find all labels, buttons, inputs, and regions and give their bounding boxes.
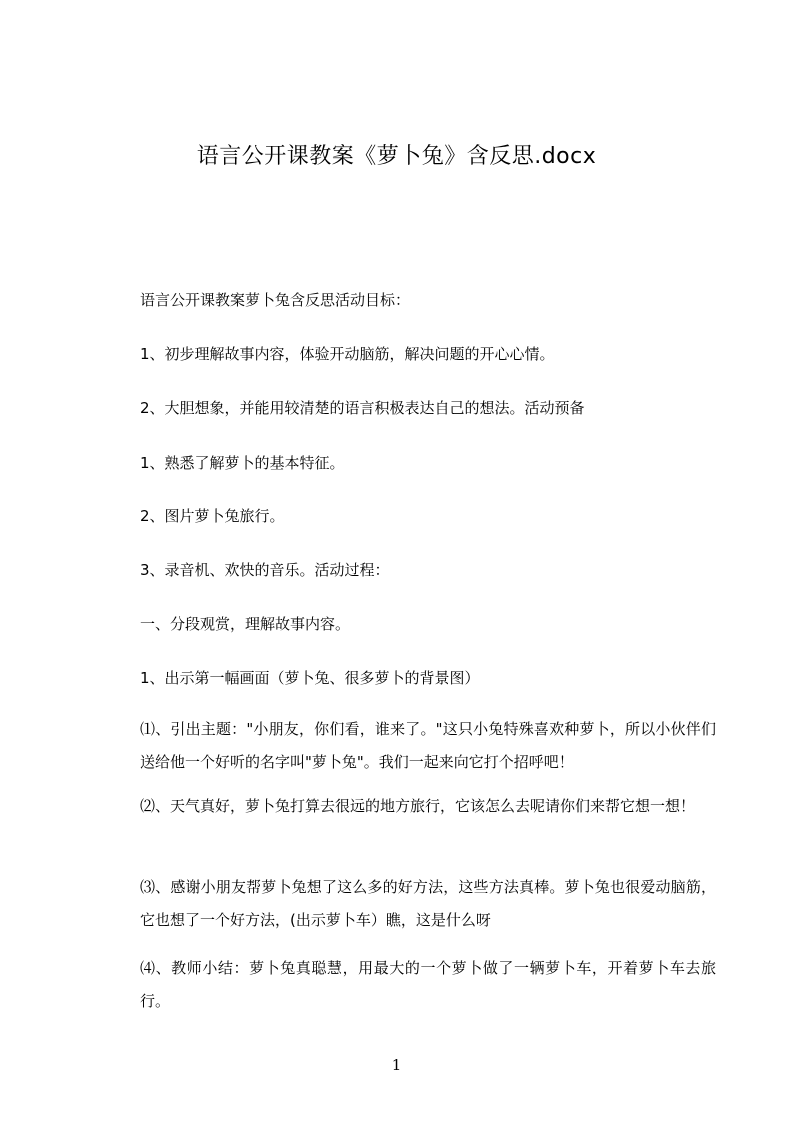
paragraph-step-1-1	[104, 713, 716, 779]
paragraph-step-1-2-text: ⑵、天气真好，萝卜兔打算去很远的地方旅行，它该怎么去呢请你们来帮它想一想！	[140, 797, 696, 815]
paragraph-objective-2: 2、大胆想象，并能用较清楚的语言积极表达自己的想法。活动预备	[140, 399, 585, 417]
paragraph-prep-3: 3、录音机、欢快的音乐。活动过程：	[140, 561, 390, 579]
paragraph-prep-1: 1、熟悉了解萝卜的基本特征。	[140, 454, 345, 472]
paragraph-prep-2: 2、图片萝卜兔旅行。	[140, 507, 285, 525]
paragraph-objective-1: 1、初步理解故事内容，体验开动脑筋，解决问题的开心心情。	[140, 345, 555, 363]
paragraph-step-1-4	[104, 952, 716, 1018]
paragraph-step-1-4-text: ⑷、教师小结：萝卜兔真聪慧，用最大的一个萝卜做了一辆萝卜车，开着萝卜车去旅行。	[140, 959, 716, 1010]
paragraph-step-1-2	[104, 790, 716, 823]
paragraph-step-1-1-text: ⑴、引出主题："小朋友，你们看，谁来了。"这只小兔特殊喜欢种萝卜，所以小伙伴们送给他一个好听的名字叫"萝卜兔"。我们一起来向它打个招呼吧！	[140, 720, 716, 771]
paragraph-step-1-3-text: ⑶、感谢小朋友帮萝卜兔想了这么多的好方法，这些方法真棒。萝卜兔也很爱动脑筋，它也想了一个好方法，(出示萝卜车）瞧，这是什么呀	[140, 878, 716, 929]
page-number: 1	[391, 1056, 402, 1074]
paragraph-section-1: 一、分段观赏，理解故事内容。	[140, 615, 351, 633]
paragraph-step-1: 1、出示第一幅画面（萝卜兔、很多萝卜的背景图）	[140, 669, 480, 687]
document-title: 语言公开课教案《萝卜兔》含反思.docx	[196, 144, 597, 169]
paragraph-step-1-3	[104, 871, 716, 937]
paragraph-objectives-heading: 语言公开课教案萝卜兔含反思活动目标：	[140, 291, 411, 309]
